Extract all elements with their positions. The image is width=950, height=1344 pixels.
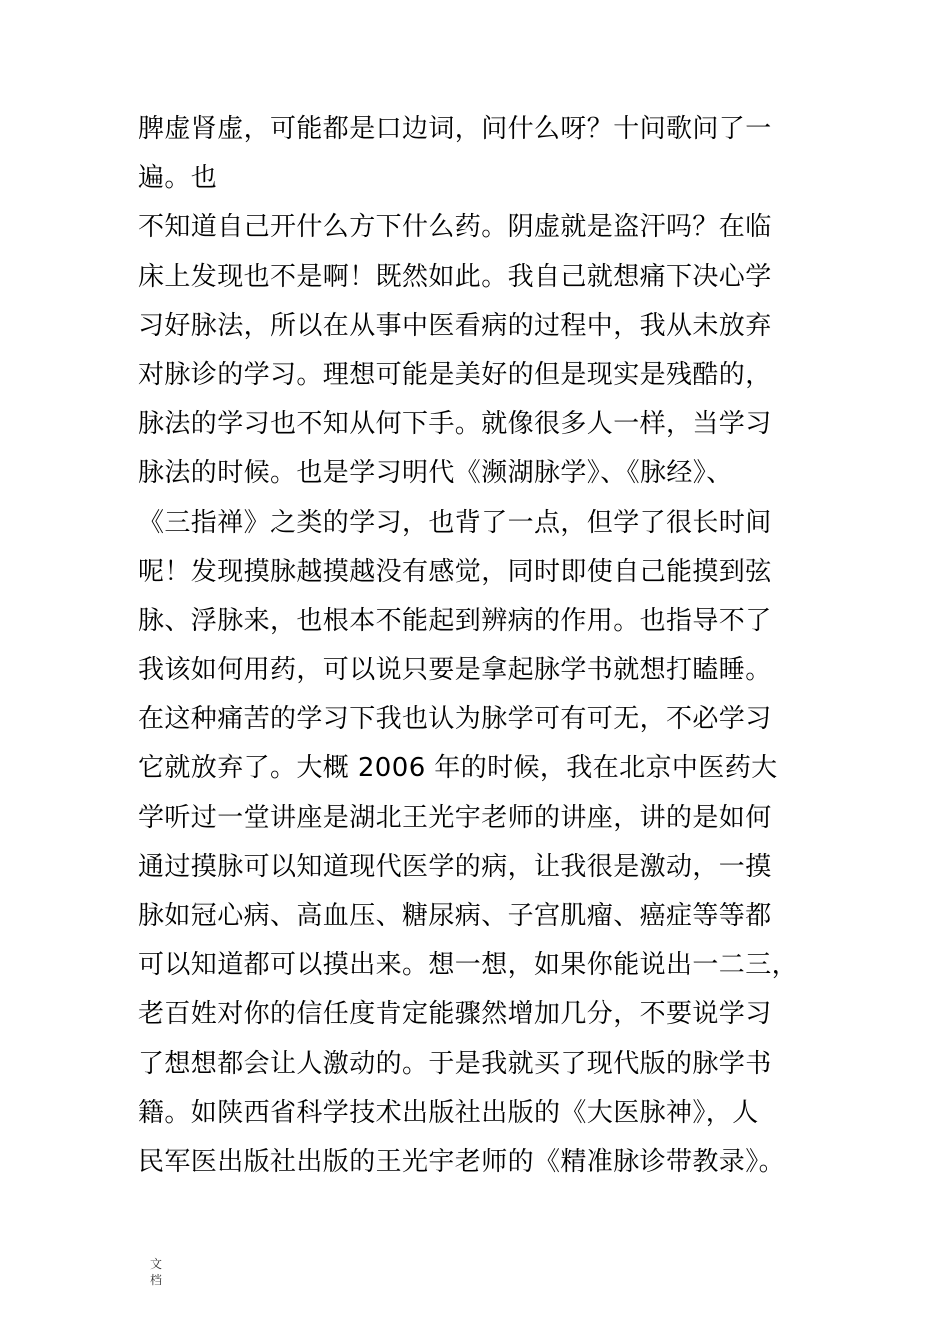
text-line: 脉如冠心病、高血压、糖尿病、子宫肌瘤、癌症等等都 <box>138 901 772 931</box>
body-text <box>138 105 838 1187</box>
text-line: 了想想都会让人激动的。于是我就买了现代版的脉学书 <box>138 1048 772 1079</box>
text-line: 脉法的时候。也是学习明代《濒湖脉学》、《脉经》、 <box>138 458 733 489</box>
text-line: 民军医出版社出版的王光宇老师的《精准脉诊带教录》。 <box>138 1146 786 1177</box>
text-line: 通过摸脉可以知道现代医学的病，让我很是激动，一摸 <box>138 851 772 882</box>
footer-char: 文 <box>150 1257 163 1271</box>
text-line: 脾虚肾虚，可能都是口边词，问什么呀？十问歌问了一 <box>138 114 772 144</box>
text-line: 遍。也 <box>138 163 218 194</box>
text-line: 对脉诊的学习。理想可能是美好的但是现实是残酷的， <box>138 359 772 390</box>
text-line: 籍。如陕西省科学技术出版社出版的《大医脉神》，人 <box>138 1097 759 1128</box>
text-line: 学听过一堂讲座是湖北王光宇老师的讲座，讲的是如何 <box>138 802 772 833</box>
text-line: 我该如何用药，可以说只要是拿起脉学书就想打瞌睡。 <box>138 655 772 686</box>
text-line: 脉、浮脉来，也根本不能起到辨病的作用。也指导不了 <box>138 605 772 636</box>
text-line: 老百姓对你的信任度肯定能骤然增加几分，不要说学习 <box>138 999 772 1030</box>
text-line: 习好脉法，所以在从事中医看病的过程中，我从未放弃 <box>138 310 772 341</box>
text-line: 不知道自己开什么方下什么药。阴虚就是盗汗吗？在临 <box>138 212 772 243</box>
footer-char: 档 <box>150 1273 163 1287</box>
text-line: 在这种痛苦的学习下我也认为脉学可有可无，不必学习 <box>138 704 772 735</box>
text-line: 《三指禅》之类的学习，也背了一点，但学了很长时间 <box>138 507 772 538</box>
text-line: 床上发现也不是啊！既然如此。我自己就想痛下决心学 <box>138 261 772 292</box>
text-line: 可以知道都可以摸出来。想一想，如果你能说出一二三， <box>138 950 799 981</box>
text-line: 呢！发现摸脉越摸越没有感觉，同时即使自己能摸到弦 <box>138 556 772 587</box>
text-line: 它就放弃了。大概 2006 年的时候，我在北京中医药大 <box>138 753 778 784</box>
page-footer <box>150 1256 164 1288</box>
text-line: 脉法的学习也不知从何下手。就像很多人一样，当学习 <box>138 409 772 440</box>
